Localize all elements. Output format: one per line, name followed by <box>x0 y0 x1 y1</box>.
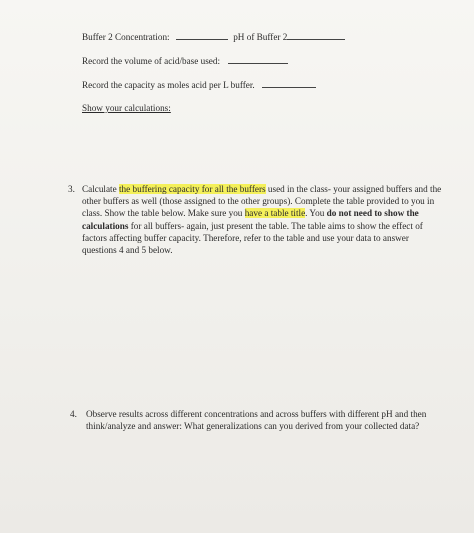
q3-text-part: . You <box>305 208 327 219</box>
concentration-label: Buffer 2 Concentration: <box>82 32 170 42</box>
concentration-blank[interactable] <box>176 31 228 40</box>
q3-text-part: Calculate <box>82 184 119 194</box>
q3-highlight-buffering-capacity: the buffering capacity for all the buffers <box>119 184 266 194</box>
q3-highlight-table-title: have a table title <box>244 208 306 219</box>
question-3-text <box>82 183 442 256</box>
capacity-row <box>82 79 316 91</box>
volume-label: Record the volume of acid/base used: <box>82 56 221 66</box>
q3-text-part: for all buffers- again, just present the table. The table aims to show the effect of factors affecting buffer capacity. Therefore, refer to the table and use your data to answer questions 4 and 5 below. <box>82 220 423 256</box>
ph-label: pH of Buffer 2 <box>233 32 288 42</box>
capacity-label: Record the capacity as moles acid per L buffer. <box>82 80 255 90</box>
q3-text-part: used in the class- your assigned buffers and the other buffers as well (those assigned to the other groups). Complete the table provided to you in class. Show the table below. Make sure you <box>82 184 442 219</box>
ph-blank[interactable] <box>287 31 345 40</box>
q3-bold-instruction: do not need to show the calculations <box>82 208 419 231</box>
show-calculations-heading: Show your calculations: <box>82 103 171 113</box>
buffer-concentration-row <box>82 31 345 43</box>
question-4-text: Observe results across different concentrations and across buffers with different pH and then think/analyze and answer: What generalizations can you derived from your collected data? <box>86 409 427 432</box>
question-3-number: 3. <box>68 184 75 194</box>
volume-blank[interactable] <box>228 55 288 64</box>
question-4-number: 4. <box>70 409 77 419</box>
volume-row <box>82 55 288 67</box>
capacity-blank[interactable] <box>262 79 316 88</box>
